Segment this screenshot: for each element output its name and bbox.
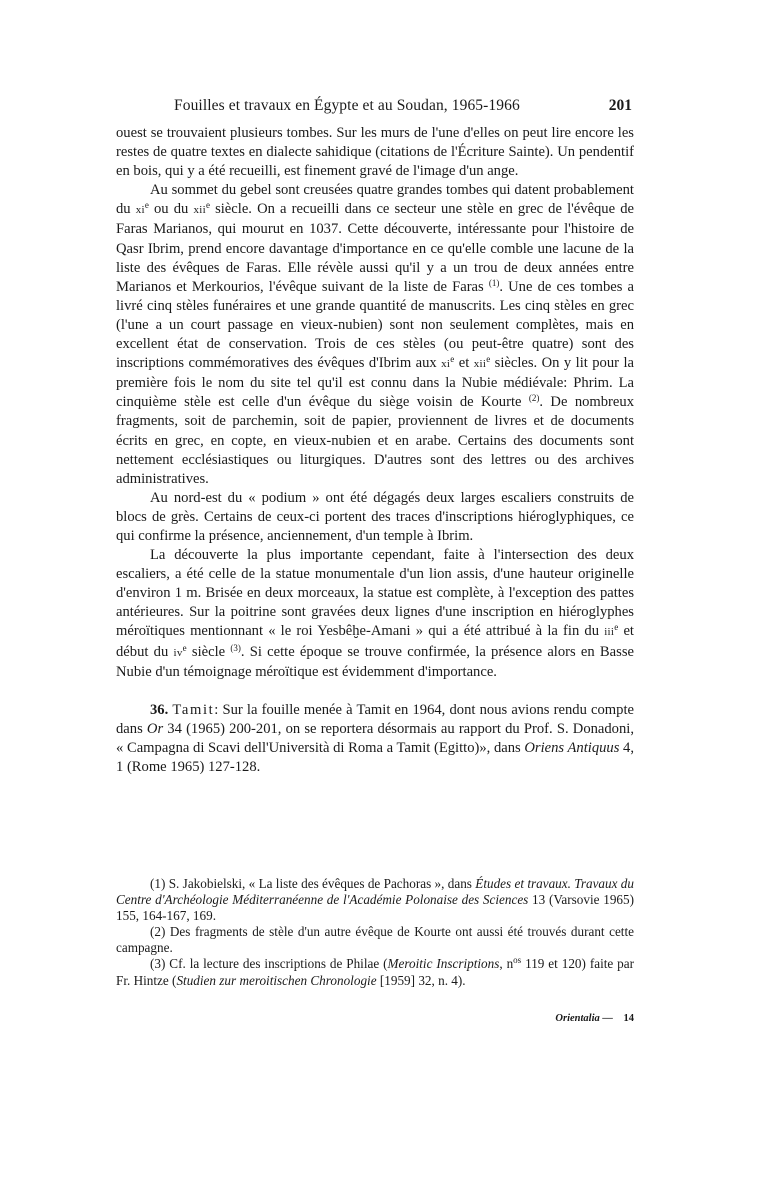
signature-mark	[555, 1013, 634, 1024]
footnote-ref-2: (2)	[528, 393, 540, 404]
signature-number: 14	[623, 1013, 634, 1024]
footnote-2: (2) Des fragments de stèle d'un autre évêque de Kourte ont aussi été trouvés durant cette campagne.	[116, 924, 634, 956]
signature-dash: —	[602, 1013, 613, 1024]
footnote-3: (3) Cf. la lecture des inscriptions de Philae (Meroitic Inscriptions, $n^{os}$ 119 et 120) faite par Fr. Hintze (Studien zur meroitischen Chronologie [1959] 32, n. 4).	[116, 955, 635, 988]
section-site-name: Tamit	[172, 701, 215, 718]
paragraph-lion-statue: La découverte la plus importante cependant, faite à l'intersection des deux escaliers, a été celle de la statue monumentale d'un lion assis, d'une hauteur originelle d'environ 1 m. Brisée en deux morceaux, la statue est complète, à l'exception des pattes antérieures. Sur la poitrine sont gravées deux lignes d'une inscription en hiéroglyphes méroïtiques mentionnant « le roi Yesbêḫe-Amani » qui a été attribué à la fin du iii$^e$ et début du $iv^e$ siècle $^{(3)}$. Si cette époque se trouve confirmée, la présence alors en Basse Nubie d'un témoignage méroïtique est évidemment d'importance.	[116, 547, 634, 680]
footnote-ref-3: (3)	[230, 642, 241, 653]
main-text	[116, 124, 634, 777]
paragraph-continuation: ouest se trouvaient plusieurs tombes. Sur les murs de l'une d'elles on peut lire encore les restes de quatre textes en dialecte sahidique (citations de l'Écriture Sainte). Un pendentif en bois, qui y a été recueilli, est finement gravé de l'image d'un ange.	[116, 125, 634, 180]
section-36-tamit: 36. Tamit: Sur la fouille menée à Tamit en 1964, dont nous avions rendu compte dans Or 34 (1965) 200-201, on se reportera désormais au rapport du Prof. S. Donadoni, « Campagna di Scavi dell'Università di Roma a Tamit (Egitto)», dans Oriens Antiquus 4, 1 (Rome 1965) 127-128.	[116, 701, 634, 775]
section-number: 36.	[150, 701, 169, 718]
journal-name: Orientalia	[555, 1013, 600, 1024]
paragraph-staircases: Au nord-est du « podium » ont été dégagés deux larges escaliers construits de blocs de grès. Certains de ceux-ci portent des traces d'inscriptions hiéroglyphiques, ce qui confirme la présence, anciennement, d'un temple à Ibrim.	[116, 489, 634, 544]
paragraph-gebel-tombs: Au sommet du gebel sont creusées quatre grandes tombes qui datent probablement du $xi^e$ ou du xii$^e$ siècle. On a recueilli dans ce secteur une stèle en grec de l'évêque de Faras Marianos, qui mourut en 1037. Cette découverte, intéressante pour l'histoire de Qasr Ibrim, prend encore davantage d'importance en ce qu'elle comble une lacune de la liste des évêques de Faras. Elle révèle aussi qu'il y a un trou de deux années entre Marianos et Merkourios, l'évêque suivant de la liste de Faras $^{(1)}$. Une de ces tombes a livré cinq stèles funéraires et une grande quantité de manuscrits. Les cinq stèles en grec (l'une a un court passage en vieux-nubien) sont non seulement complètes, mais en excellent état de conservation. Trois de ces stèles (ou peut-être quatre) sont des inscriptions commémoratives des évêques d'Ibrim aux $xi^e$ et xii$^e$ siècles. On y lit pour la première fois le nom du site tel qu'il est connu dans la Nubie médiévale: Phrim. La cinquième stèle est celle d'un évêque du siège voisin de Kourte $^{(2)}$. De nombreux fragments, soit de parchemin, soit de papier, proviennent de livres et de documents écrits en grec, en copte, en vieux-nubien et en arabe. Certains des documents sont nettement ecclésiastiques ou liturgiques. D'autres sont des lettres ou des archives administratives.	[116, 182, 635, 487]
footnote-ref-1: (1)	[488, 277, 500, 288]
running-title: Fouilles et travaux en Égypte et au Soudan, 1965-1966	[174, 97, 520, 114]
footnotes	[116, 876, 634, 989]
footnote-1: (1) S. Jakobielski, « La liste des évêques de Pachoras », dans Études et travaux. Travaux du Centre d'Archéologie Méditerranéenne de l'Académie Polonaise des Sciences 13 (Varsovie 1965) 155, 164-167, 169.	[116, 876, 634, 924]
page-number: 201	[608, 97, 632, 114]
